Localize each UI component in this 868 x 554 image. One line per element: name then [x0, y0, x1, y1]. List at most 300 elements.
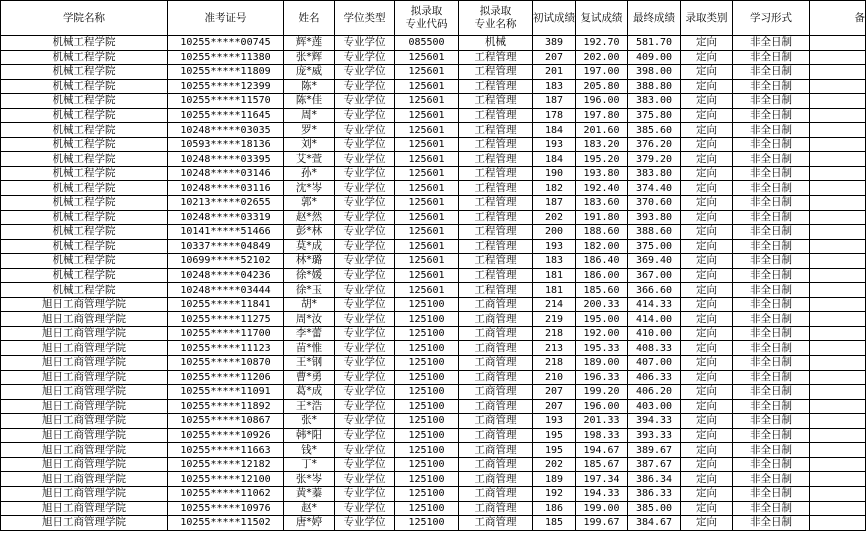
cell-prelim-score[interactable]: 218 — [533, 356, 576, 371]
cell-study-mode[interactable]: 非全日制 — [733, 79, 810, 94]
cell-retest-score[interactable]: 202.00 — [576, 50, 628, 65]
cell-degree-type[interactable]: 专业学位 — [335, 399, 395, 414]
cell-degree-type[interactable]: 专业学位 — [335, 239, 395, 254]
cell-degree-type[interactable]: 专业学位 — [335, 297, 395, 312]
cell-college[interactable]: 机械工程学院 — [1, 123, 168, 138]
cell-degree-type[interactable]: 专业学位 — [335, 356, 395, 371]
table-row[interactable] — [1, 312, 866, 327]
cell-prelim-score[interactable]: 183 — [533, 254, 576, 269]
cell-study-mode[interactable]: 非全日制 — [733, 123, 810, 138]
table-row[interactable] — [1, 108, 866, 123]
cell-study-mode[interactable]: 非全日制 — [733, 210, 810, 225]
cell-study-mode[interactable]: 非全日制 — [733, 501, 810, 516]
cell-retest-score[interactable]: 200.33 — [576, 297, 628, 312]
cell-exam-id[interactable]: 10255*****11123 — [168, 341, 284, 356]
header-exam-id[interactable]: 准考证号 — [168, 1, 284, 36]
cell-final-score[interactable]: 369.40 — [628, 254, 681, 269]
cell-college[interactable]: 机械工程学院 — [1, 268, 168, 283]
cell-name[interactable]: 韩*阳 — [284, 428, 335, 443]
cell-major-name[interactable]: 工商管理 — [459, 516, 533, 531]
cell-degree-type[interactable]: 专业学位 — [335, 385, 395, 400]
cell-major-name[interactable]: 工程管理 — [459, 181, 533, 196]
cell-major-name[interactable]: 工商管理 — [459, 370, 533, 385]
cell-exam-id[interactable]: 10255*****11663 — [168, 443, 284, 458]
cell-final-score[interactable]: 385.00 — [628, 501, 681, 516]
cell-prelim-score[interactable]: 195 — [533, 428, 576, 443]
cell-major-code[interactable]: 125601 — [395, 123, 459, 138]
cell-major-code[interactable]: 125100 — [395, 399, 459, 414]
cell-admit-type[interactable]: 定向 — [681, 166, 733, 181]
cell-name[interactable]: 孙* — [284, 166, 335, 181]
cell-major-code[interactable]: 125100 — [395, 457, 459, 472]
cell-college[interactable]: 旭日工商管理学院 — [1, 326, 168, 341]
cell-retest-score[interactable]: 189.00 — [576, 356, 628, 371]
cell-college[interactable]: 旭日工商管理学院 — [1, 428, 168, 443]
cell-study-mode[interactable]: 非全日制 — [733, 108, 810, 123]
table-row[interactable] — [1, 472, 866, 487]
cell-retest-score[interactable]: 201.33 — [576, 414, 628, 429]
cell-extra[interactable] — [810, 312, 866, 327]
cell-degree-type[interactable]: 专业学位 — [335, 166, 395, 181]
cell-major-code[interactable]: 125601 — [395, 254, 459, 269]
cell-admit-type[interactable]: 定向 — [681, 123, 733, 138]
cell-extra[interactable] — [810, 254, 866, 269]
cell-name[interactable]: 莫*成 — [284, 239, 335, 254]
cell-college[interactable]: 旭日工商管理学院 — [1, 341, 168, 356]
cell-exam-id[interactable]: 10255*****11091 — [168, 385, 284, 400]
cell-major-name[interactable]: 工程管理 — [459, 210, 533, 225]
cell-study-mode[interactable]: 非全日制 — [733, 181, 810, 196]
cell-study-mode[interactable]: 非全日制 — [733, 283, 810, 298]
cell-prelim-score[interactable]: 192 — [533, 486, 576, 501]
cell-exam-id[interactable]: 10213*****02655 — [168, 196, 284, 211]
header-final-score[interactable]: 最终成绩 — [628, 1, 681, 36]
cell-name[interactable]: 张* — [284, 414, 335, 429]
cell-college[interactable]: 机械工程学院 — [1, 50, 168, 65]
cell-extra[interactable] — [810, 297, 866, 312]
cell-college[interactable]: 旭日工商管理学院 — [1, 356, 168, 371]
cell-prelim-score[interactable]: 178 — [533, 108, 576, 123]
cell-major-code[interactable]: 125100 — [395, 443, 459, 458]
cell-admit-type[interactable]: 定向 — [681, 94, 733, 109]
cell-major-name[interactable]: 工程管理 — [459, 283, 533, 298]
cell-exam-id[interactable]: 10255*****11892 — [168, 399, 284, 414]
cell-major-name[interactable]: 工程管理 — [459, 196, 533, 211]
cell-final-score[interactable]: 410.00 — [628, 326, 681, 341]
table-row[interactable] — [1, 385, 866, 400]
cell-exam-id[interactable]: 10593*****18136 — [168, 137, 284, 152]
cell-major-name[interactable]: 工程管理 — [459, 225, 533, 240]
header-major-code[interactable]: 拟录取 专业代码 — [395, 1, 459, 36]
cell-college[interactable]: 旭日工商管理学院 — [1, 501, 168, 516]
cell-exam-id[interactable]: 10255*****11062 — [168, 486, 284, 501]
cell-admit-type[interactable]: 定向 — [681, 297, 733, 312]
cell-study-mode[interactable]: 非全日制 — [733, 370, 810, 385]
cell-extra[interactable] — [810, 283, 866, 298]
cell-degree-type[interactable]: 专业学位 — [335, 472, 395, 487]
cell-exam-id[interactable]: 10255*****11502 — [168, 516, 284, 531]
cell-college[interactable]: 机械工程学院 — [1, 152, 168, 167]
cell-prelim-score[interactable]: 201 — [533, 65, 576, 80]
cell-prelim-score[interactable]: 181 — [533, 283, 576, 298]
cell-exam-id[interactable]: 10255*****11206 — [168, 370, 284, 385]
cell-exam-id[interactable]: 10255*****11841 — [168, 297, 284, 312]
cell-name[interactable]: 胡* — [284, 297, 335, 312]
cell-major-name[interactable]: 工程管理 — [459, 79, 533, 94]
cell-prelim-score[interactable]: 195 — [533, 443, 576, 458]
cell-degree-type[interactable]: 专业学位 — [335, 268, 395, 283]
cell-retest-score[interactable]: 192.40 — [576, 181, 628, 196]
cell-final-score[interactable]: 393.33 — [628, 428, 681, 443]
cell-major-code[interactable]: 125100 — [395, 516, 459, 531]
cell-extra[interactable] — [810, 108, 866, 123]
cell-exam-id[interactable]: 10248*****03035 — [168, 123, 284, 138]
cell-final-score[interactable]: 370.60 — [628, 196, 681, 211]
cell-final-score[interactable]: 403.00 — [628, 399, 681, 414]
cell-degree-type[interactable]: 专业学位 — [335, 196, 395, 211]
cell-retest-score[interactable]: 185.60 — [576, 283, 628, 298]
cell-admit-type[interactable]: 定向 — [681, 283, 733, 298]
cell-college[interactable]: 旭日工商管理学院 — [1, 516, 168, 531]
cell-final-score[interactable]: 386.34 — [628, 472, 681, 487]
cell-major-name[interactable]: 工商管理 — [459, 457, 533, 472]
cell-prelim-score[interactable]: 193 — [533, 137, 576, 152]
cell-major-name[interactable]: 工程管理 — [459, 65, 533, 80]
cell-study-mode[interactable]: 非全日制 — [733, 516, 810, 531]
cell-prelim-score[interactable]: 193 — [533, 414, 576, 429]
cell-extra[interactable] — [810, 341, 866, 356]
cell-extra[interactable] — [810, 457, 866, 472]
cell-prelim-score[interactable]: 200 — [533, 225, 576, 240]
table-row[interactable] — [1, 50, 866, 65]
cell-prelim-score[interactable]: 218 — [533, 326, 576, 341]
cell-prelim-score[interactable]: 184 — [533, 152, 576, 167]
cell-major-code[interactable]: 125100 — [395, 312, 459, 327]
cell-admit-type[interactable]: 定向 — [681, 225, 733, 240]
cell-degree-type[interactable]: 专业学位 — [335, 137, 395, 152]
cell-final-score[interactable]: 366.60 — [628, 283, 681, 298]
table-row[interactable] — [1, 152, 866, 167]
cell-exam-id[interactable]: 10248*****03146 — [168, 166, 284, 181]
cell-final-score[interactable]: 398.00 — [628, 65, 681, 80]
cell-college[interactable]: 机械工程学院 — [1, 108, 168, 123]
cell-admit-type[interactable]: 定向 — [681, 210, 733, 225]
table-row[interactable] — [1, 297, 866, 312]
cell-extra[interactable] — [810, 181, 866, 196]
cell-admit-type[interactable]: 定向 — [681, 65, 733, 80]
cell-admit-type[interactable]: 定向 — [681, 428, 733, 443]
cell-major-code[interactable]: 125100 — [395, 341, 459, 356]
cell-final-score[interactable]: 387.67 — [628, 457, 681, 472]
cell-exam-id[interactable]: 10248*****04236 — [168, 268, 284, 283]
cell-retest-score[interactable]: 193.80 — [576, 166, 628, 181]
cell-name[interactable]: 唐*婷 — [284, 516, 335, 531]
cell-major-name[interactable]: 工程管理 — [459, 94, 533, 109]
cell-study-mode[interactable]: 非全日制 — [733, 385, 810, 400]
cell-final-score[interactable]: 581.70 — [628, 36, 681, 51]
cell-extra[interactable] — [810, 225, 866, 240]
table-row[interactable] — [1, 196, 866, 211]
cell-study-mode[interactable]: 非全日制 — [733, 166, 810, 181]
cell-exam-id[interactable]: 10248*****03116 — [168, 181, 284, 196]
cell-college[interactable]: 旭日工商管理学院 — [1, 312, 168, 327]
cell-major-name[interactable]: 工商管理 — [459, 501, 533, 516]
header-study-mode[interactable]: 学习形式 — [733, 1, 810, 36]
cell-prelim-score[interactable]: 202 — [533, 457, 576, 472]
cell-college[interactable]: 旭日工商管理学院 — [1, 472, 168, 487]
cell-prelim-score[interactable]: 207 — [533, 385, 576, 400]
cell-college[interactable]: 机械工程学院 — [1, 210, 168, 225]
cell-college[interactable]: 旭日工商管理学院 — [1, 443, 168, 458]
header-major-name[interactable]: 拟录取 专业名称 — [459, 1, 533, 36]
cell-degree-type[interactable]: 专业学位 — [335, 414, 395, 429]
cell-final-score[interactable]: 394.33 — [628, 414, 681, 429]
cell-prelim-score[interactable]: 202 — [533, 210, 576, 225]
table-row[interactable] — [1, 137, 866, 152]
cell-degree-type[interactable]: 专业学位 — [335, 341, 395, 356]
cell-degree-type[interactable]: 专业学位 — [335, 181, 395, 196]
cell-extra[interactable] — [810, 399, 866, 414]
cell-degree-type[interactable]: 专业学位 — [335, 50, 395, 65]
cell-exam-id[interactable]: 10255*****10870 — [168, 356, 284, 371]
cell-final-score[interactable]: 379.20 — [628, 152, 681, 167]
cell-major-code[interactable]: 125100 — [395, 501, 459, 516]
cell-major-name[interactable]: 工商管理 — [459, 356, 533, 371]
cell-major-name[interactable]: 机械 — [459, 36, 533, 51]
cell-name[interactable]: 周*汝 — [284, 312, 335, 327]
table-row[interactable] — [1, 36, 866, 51]
cell-name[interactable]: 彭*林 — [284, 225, 335, 240]
cell-degree-type[interactable]: 专业学位 — [335, 94, 395, 109]
cell-retest-score[interactable]: 185.67 — [576, 457, 628, 472]
cell-major-code[interactable]: 125601 — [395, 50, 459, 65]
cell-major-name[interactable]: 工程管理 — [459, 239, 533, 254]
cell-degree-type[interactable]: 专业学位 — [335, 65, 395, 80]
header-retest-score[interactable]: 复试成绩 — [576, 1, 628, 36]
cell-admit-type[interactable]: 定向 — [681, 516, 733, 531]
table-row[interactable] — [1, 181, 866, 196]
table-row[interactable] — [1, 94, 866, 109]
cell-admit-type[interactable]: 定向 — [681, 268, 733, 283]
cell-extra[interactable] — [810, 414, 866, 429]
cell-retest-score[interactable]: 205.80 — [576, 79, 628, 94]
cell-major-code[interactable]: 125601 — [395, 94, 459, 109]
cell-major-name[interactable]: 工商管理 — [459, 297, 533, 312]
cell-exam-id[interactable]: 10255*****12182 — [168, 457, 284, 472]
cell-degree-type[interactable]: 专业学位 — [335, 79, 395, 94]
table-row[interactable] — [1, 210, 866, 225]
cell-name[interactable]: 张*辉 — [284, 50, 335, 65]
cell-degree-type[interactable]: 专业学位 — [335, 152, 395, 167]
cell-admit-type[interactable]: 定向 — [681, 50, 733, 65]
cell-major-code[interactable]: 125100 — [395, 472, 459, 487]
cell-name[interactable]: 曹*勇 — [284, 370, 335, 385]
cell-final-score[interactable]: 406.20 — [628, 385, 681, 400]
cell-extra[interactable] — [810, 472, 866, 487]
cell-admit-type[interactable]: 定向 — [681, 196, 733, 211]
cell-degree-type[interactable]: 专业学位 — [335, 370, 395, 385]
cell-exam-id[interactable]: 10255*****11645 — [168, 108, 284, 123]
cell-name[interactable]: 张*岑 — [284, 472, 335, 487]
cell-college[interactable]: 旭日工商管理学院 — [1, 457, 168, 472]
cell-retest-score[interactable]: 197.00 — [576, 65, 628, 80]
cell-major-name[interactable]: 工商管理 — [459, 428, 533, 443]
cell-college[interactable]: 机械工程学院 — [1, 196, 168, 211]
cell-exam-id[interactable]: 10255*****11380 — [168, 50, 284, 65]
cell-extra[interactable] — [810, 210, 866, 225]
cell-major-name[interactable]: 工商管理 — [459, 399, 533, 414]
cell-degree-type[interactable]: 专业学位 — [335, 326, 395, 341]
cell-extra[interactable] — [810, 486, 866, 501]
cell-study-mode[interactable]: 非全日制 — [733, 428, 810, 443]
cell-final-score[interactable]: 376.20 — [628, 137, 681, 152]
cell-retest-score[interactable]: 194.33 — [576, 486, 628, 501]
cell-prelim-score[interactable]: 185 — [533, 516, 576, 531]
table-row[interactable] — [1, 283, 866, 298]
cell-final-score[interactable]: 414.00 — [628, 312, 681, 327]
cell-exam-id[interactable]: 10248*****03319 — [168, 210, 284, 225]
cell-name[interactable]: 徐*媛 — [284, 268, 335, 283]
cell-study-mode[interactable]: 非全日制 — [733, 326, 810, 341]
cell-admit-type[interactable]: 定向 — [681, 239, 733, 254]
cell-name[interactable]: 钱* — [284, 443, 335, 458]
cell-major-name[interactable]: 工程管理 — [459, 108, 533, 123]
cell-retest-score[interactable]: 194.67 — [576, 443, 628, 458]
cell-exam-id[interactable]: 10255*****12399 — [168, 79, 284, 94]
cell-retest-score[interactable]: 199.00 — [576, 501, 628, 516]
cell-exam-id[interactable]: 10255*****10976 — [168, 501, 284, 516]
cell-college[interactable]: 机械工程学院 — [1, 225, 168, 240]
cell-study-mode[interactable]: 非全日制 — [733, 36, 810, 51]
cell-extra[interactable] — [810, 137, 866, 152]
cell-degree-type[interactable]: 专业学位 — [335, 108, 395, 123]
cell-exam-id[interactable]: 10255*****12100 — [168, 472, 284, 487]
header-college[interactable]: 学院名称 — [1, 1, 168, 36]
cell-degree-type[interactable]: 专业学位 — [335, 210, 395, 225]
cell-admit-type[interactable]: 定向 — [681, 137, 733, 152]
cell-extra[interactable] — [810, 443, 866, 458]
cell-final-score[interactable]: 374.40 — [628, 181, 681, 196]
cell-degree-type[interactable]: 专业学位 — [335, 283, 395, 298]
header-prelim-score[interactable]: 初试成绩 — [533, 1, 576, 36]
cell-degree-type[interactable]: 专业学位 — [335, 254, 395, 269]
table-row[interactable] — [1, 79, 866, 94]
cell-final-score[interactable]: 406.33 — [628, 370, 681, 385]
cell-study-mode[interactable]: 非全日制 — [733, 443, 810, 458]
cell-degree-type[interactable]: 专业学位 — [335, 428, 395, 443]
cell-prelim-score[interactable]: 219 — [533, 312, 576, 327]
cell-study-mode[interactable]: 非全日制 — [733, 486, 810, 501]
table-row[interactable] — [1, 254, 866, 269]
cell-extra[interactable] — [810, 152, 866, 167]
cell-prelim-score[interactable]: 189 — [533, 472, 576, 487]
cell-name[interactable]: 辉*莲 — [284, 36, 335, 51]
cell-college[interactable]: 旭日工商管理学院 — [1, 370, 168, 385]
cell-retest-score[interactable]: 196.00 — [576, 399, 628, 414]
cell-exam-id[interactable]: 10255*****11700 — [168, 326, 284, 341]
cell-retest-score[interactable]: 186.00 — [576, 268, 628, 283]
cell-admit-type[interactable]: 定向 — [681, 79, 733, 94]
cell-retest-score[interactable]: 196.33 — [576, 370, 628, 385]
cell-retest-score[interactable]: 201.60 — [576, 123, 628, 138]
cell-name[interactable]: 刘* — [284, 137, 335, 152]
cell-exam-id[interactable]: 10255*****00745 — [168, 36, 284, 51]
cell-name[interactable]: 郭* — [284, 196, 335, 211]
cell-retest-score[interactable]: 196.00 — [576, 94, 628, 109]
cell-major-name[interactable]: 工商管理 — [459, 385, 533, 400]
cell-college[interactable]: 机械工程学院 — [1, 239, 168, 254]
table-row[interactable] — [1, 457, 866, 472]
cell-retest-score[interactable]: 192.70 — [576, 36, 628, 51]
cell-college[interactable]: 旭日工商管理学院 — [1, 399, 168, 414]
cell-name[interactable]: 陈*佳 — [284, 94, 335, 109]
table-row[interactable] — [1, 356, 866, 371]
cell-admit-type[interactable]: 定向 — [681, 341, 733, 356]
cell-exam-id[interactable]: 10255*****11570 — [168, 94, 284, 109]
cell-major-code[interactable]: 125601 — [395, 152, 459, 167]
cell-major-name[interactable]: 工商管理 — [459, 443, 533, 458]
cell-admit-type[interactable]: 定向 — [681, 181, 733, 196]
cell-college[interactable]: 机械工程学院 — [1, 166, 168, 181]
cell-retest-score[interactable]: 191.80 — [576, 210, 628, 225]
cell-extra[interactable] — [810, 166, 866, 181]
header-name[interactable]: 姓名 — [284, 1, 335, 36]
cell-final-score[interactable]: 393.80 — [628, 210, 681, 225]
cell-study-mode[interactable]: 非全日制 — [733, 94, 810, 109]
cell-prelim-score[interactable]: 213 — [533, 341, 576, 356]
cell-retest-score[interactable]: 195.00 — [576, 312, 628, 327]
cell-extra[interactable] — [810, 36, 866, 51]
cell-major-code[interactable]: 125601 — [395, 210, 459, 225]
cell-college[interactable]: 机械工程学院 — [1, 94, 168, 109]
cell-exam-id[interactable]: 10255*****10926 — [168, 428, 284, 443]
cell-study-mode[interactable]: 非全日制 — [733, 472, 810, 487]
cell-admit-type[interactable]: 定向 — [681, 443, 733, 458]
table-row[interactable] — [1, 516, 866, 531]
cell-name[interactable]: 沈*岑 — [284, 181, 335, 196]
cell-major-code[interactable]: 125601 — [395, 181, 459, 196]
cell-retest-score[interactable]: 183.60 — [576, 196, 628, 211]
table-row[interactable] — [1, 399, 866, 414]
cell-extra[interactable] — [810, 501, 866, 516]
cell-major-code[interactable]: 125601 — [395, 137, 459, 152]
cell-degree-type[interactable]: 专业学位 — [335, 516, 395, 531]
cell-major-name[interactable]: 工程管理 — [459, 166, 533, 181]
cell-final-score[interactable]: 375.00 — [628, 239, 681, 254]
cell-college[interactable]: 旭日工商管理学院 — [1, 297, 168, 312]
cell-college[interactable]: 机械工程学院 — [1, 36, 168, 51]
cell-name[interactable]: 陈* — [284, 79, 335, 94]
cell-study-mode[interactable]: 非全日制 — [733, 196, 810, 211]
cell-retest-score[interactable]: 183.20 — [576, 137, 628, 152]
cell-final-score[interactable]: 389.67 — [628, 443, 681, 458]
cell-major-code[interactable]: 125100 — [395, 414, 459, 429]
cell-name[interactable]: 林*璐 — [284, 254, 335, 269]
cell-major-code[interactable]: 125601 — [395, 108, 459, 123]
cell-prelim-score[interactable]: 210 — [533, 370, 576, 385]
cell-extra[interactable] — [810, 50, 866, 65]
cell-degree-type[interactable]: 专业学位 — [335, 443, 395, 458]
cell-study-mode[interactable]: 非全日制 — [733, 297, 810, 312]
cell-major-name[interactable]: 工商管理 — [459, 472, 533, 487]
cell-name[interactable]: 李*蕾 — [284, 326, 335, 341]
cell-exam-id[interactable]: 10248*****03395 — [168, 152, 284, 167]
cell-final-score[interactable]: 414.33 — [628, 297, 681, 312]
cell-retest-score[interactable]: 199.67 — [576, 516, 628, 531]
cell-prelim-score[interactable]: 182 — [533, 181, 576, 196]
table-row[interactable] — [1, 341, 866, 356]
cell-admit-type[interactable]: 定向 — [681, 414, 733, 429]
